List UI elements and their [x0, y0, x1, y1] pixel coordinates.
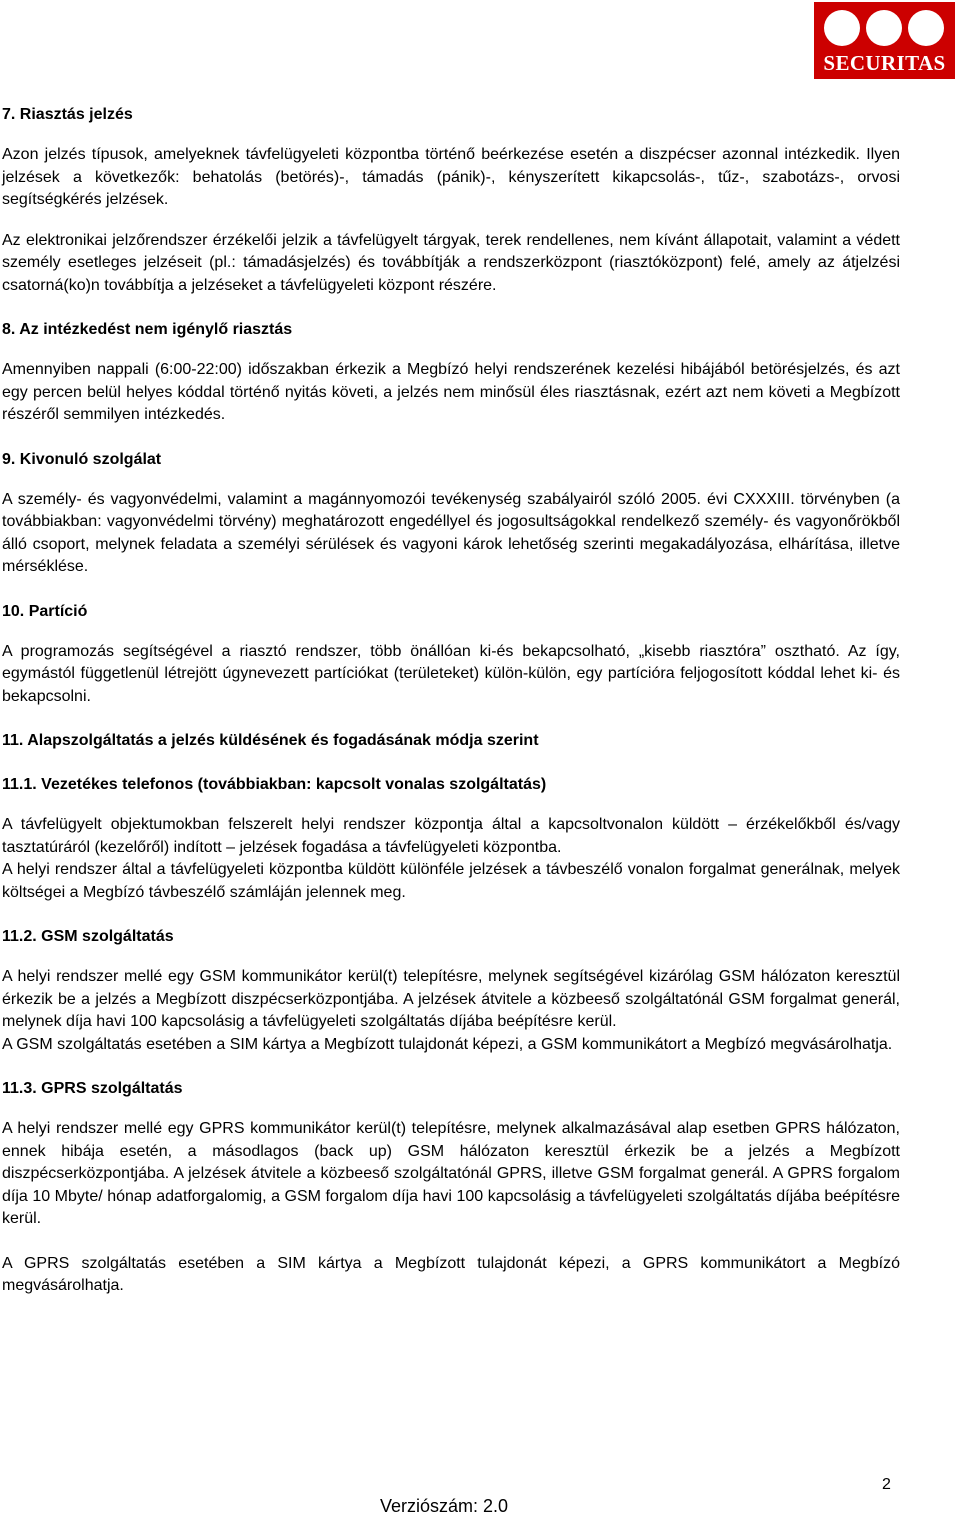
section-title: 11.3. GPRS szolgáltatás	[2, 1080, 183, 1097]
paragraph: Az elektronikai jelzőrendszer érzékelői jelzik a távfelügyelt tárgyak, terek rendellenes, nem kívánt állapotait, valamint a védett személy esetleges jelzéseit (pl.: támadásjelzés) és továbbítják a rendszerközpont (riasztóközpont) felé, amely az átjelzési csatorná(ko)n továbbítja a jelzéseket a távfelügyeleti központ részére.	[2, 231, 900, 294]
paragraph: A helyi rendszer mellé egy GSM kommunikátor kerül(t) telepítésre, melynek segítségével kizárólag GSM hálózaton keresztül érkezik be a jelzés a Megbízott diszpécserközpontjába. A jelzések átvitele a közbeeső szolgáltatónál GSM forgalmat generál, melynek díja havi 100 kapcsolásig a távfelügyeleti szolgáltatás díjába beépítésre kerül. A GSM szolgáltatás esetében a SIM kártya a Megbízott tulajdonát képezi, a GSM kommunikátort a Megbízó megvásárolhatja.	[2, 968, 900, 1053]
logo-dot-icon	[866, 10, 902, 46]
section-title: 11.2. GSM szolgáltatás	[2, 928, 174, 945]
paragraph: A helyi rendszer mellé egy GPRS kommunikátor kerül(t) telepítésre, melynek alkalmazásával alap esetben GPRS hálózaton, ennek hibája esetén, a másodlagos (back up) GSM hálózaton keresztül érkezik be a jelzés a Megbízott diszpécserközpontjába. A jelzések átvitele a közbeeső szolgáltatónál GPRS, illetve GSM forgalmat generál. A GPRS forgalom díja 10 Mbyte/ hónap adatforgalomig, a GSM forgalom díja havi 100 kapcsolásig a távfelügyeleti szolgáltatás díjába beépítésre kerül.	[2, 1120, 900, 1227]
section-title: 10. Partíció	[2, 602, 88, 620]
securitas-logo	[814, 2, 955, 79]
logo-text: SECURITAS	[823, 51, 946, 75]
section-title: 8. Az intézkedést nem igénylő riasztás	[2, 321, 293, 338]
paragraph: A távfelügyelt objektumokban felszerelt helyi rendszer központja által a kapcsoltvonalon küldött – érzékelőkből és/vagy tasztatúráról (kezelőről) indított – jelzések fogadása a távfelügyeleti központba. A helyi rendszer által a távfelügyeleti központba küldött különféle jelzések a távbeszélő vonalon forgalmat generálnak, melyek költségei a Megbízó távbeszélő számláján jelennek meg.	[2, 816, 900, 901]
paragraph: Azon jelzés típusok, amelyeknek távfelügyeleti központba történő beérkezése esetén a diszpécser azonnal intézkedik. Ilyen jelzések a következők: behatolás (betörés)-, támadás (pánik)-, kényszerített kikapcsolás-, tűz-, szabotázs-, orvosi segítségkérés jelzések.	[2, 146, 900, 208]
section-title: 11.1. Vezetékes telefonos (továbbiakban: kapcsolt vonalas szolgáltatás)	[2, 776, 547, 793]
paragraph: A személy- és vagyonvédelmi, valamint a magánnyomozói tevékenység szabályairól szóló 2005. évi CXXXIII. törvényben (a továbbiakban: vagyonvédelmi törvény) meghatározott engedéllyel és jogosultságokkal rendelkező személy- és vagyonőrökből álló csoport, melynek feladata a személyi sérülések és vagyoni károk lehetőség szerinti megakadályozása, elhárítása, illetve mérséklése.	[2, 490, 900, 575]
section-title: 7. Riasztás jelzés	[2, 106, 133, 123]
paragraph: A GPRS szolgáltatás esetében a SIM kártya a Megbízott tulajdonát képezi, a GPRS kommunikátort a Megbízó megvásárolhatja.	[2, 1254, 900, 1294]
logo-dot-icon	[824, 10, 860, 46]
version-label: Verziószám: 2.0	[380, 1496, 509, 1516]
document-body	[2, 104, 900, 1298]
paragraph: Amennyiben nappali (6:00-22:00) időszakban érkezik a Megbízó helyi rendszerének kezelési hibájából betörésjelzés, és azt egy percen belül helyes kóddal történő nyitás követi, a jelzés nem minősül éles riasztásnak, ezért azt nem követi a Megbízott részéről semmilyen intézkedés.	[2, 361, 900, 423]
section-title: 11. Alapszolgáltatás a jelzés küldésének és fogadásának módja szerint	[2, 732, 539, 749]
paragraph: A programozás segítségével a riasztó rendszer, több önállóan ki-és bekapcsolható, „kisebb riasztóra” osztható. Az így, egymástól függetlenül létrejött úgynevezett partíciókat (területeket) külön-külön, egy partícióra feljogosított kóddal lehet ki- és bekapcsolni.	[2, 642, 900, 705]
logo-dot-icon	[908, 10, 944, 46]
page-number: 2	[882, 1476, 891, 1493]
section-title: 9. Kivonuló szolgálat	[2, 450, 162, 468]
logo-dots-icon	[814, 10, 955, 46]
